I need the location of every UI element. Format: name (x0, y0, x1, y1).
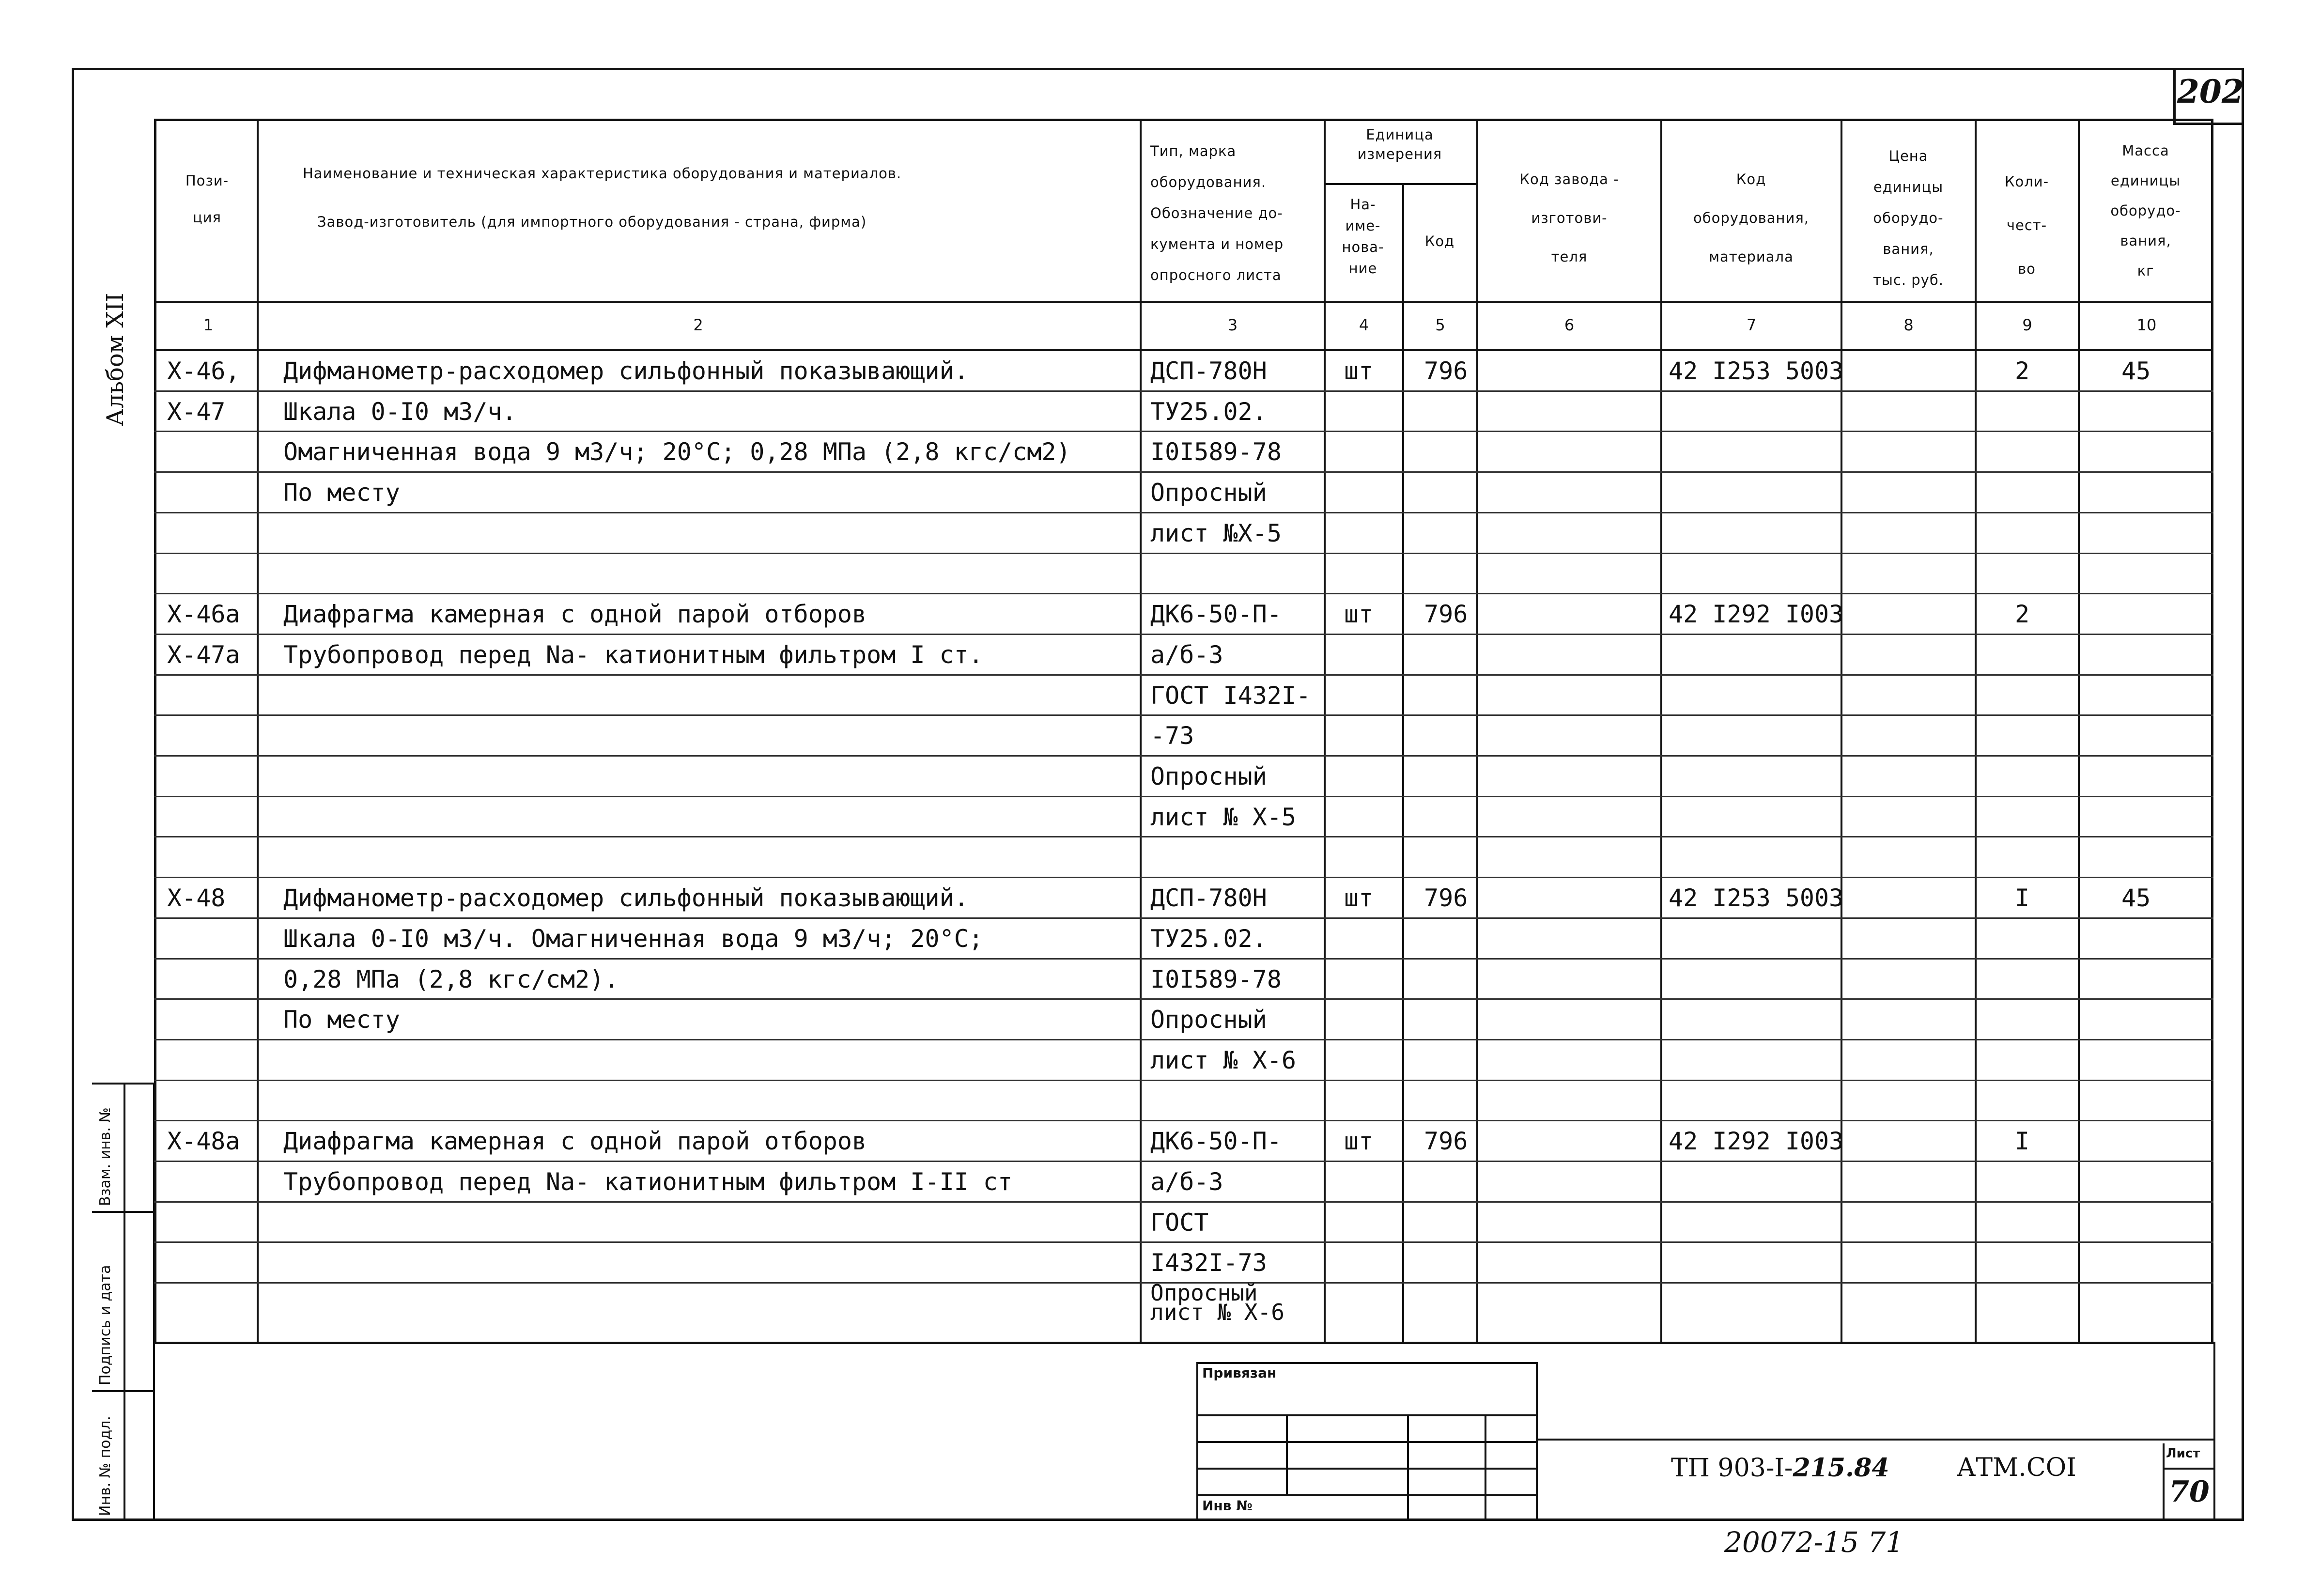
row-description: По месту (283, 1006, 400, 1034)
row-quantity: I (2015, 1127, 2030, 1156)
row-equipment-code: 42 I292 I003 (1669, 1127, 1844, 1156)
header-name-line1: Наименование и техническая характеристика оборудования и материалов. (303, 165, 902, 182)
header-mass: Масса единицы оборудо- вания, кг (2110, 142, 2181, 279)
row-type: ТУ25.02. (1150, 397, 1267, 426)
doc-code-suffix: АТМ.СОI (1957, 1453, 2076, 1482)
col-number-8: 8 (1903, 316, 1914, 334)
header-position: Пози- ция (185, 172, 229, 226)
header-plant-code: Код завода - изготови- теля (1519, 171, 1619, 265)
row-type: Опросный (1150, 479, 1267, 507)
row-type: Опросный (1150, 762, 1267, 790)
row-type: I0I589-78 (1150, 965, 1282, 993)
document-code (1671, 1453, 1889, 1483)
row-description: Дифманометр-расходомер сильфонный показывающий. (283, 884, 969, 913)
row-divider (154, 553, 2213, 554)
row-unit-code: 796 (1424, 1127, 1468, 1156)
row-equipment-code: 42 I253 5003 (1669, 357, 1844, 385)
row-type: ДК6-50-П- (1150, 600, 1282, 629)
row-description: 0,28 МПа (2,8 кгс/см2). (283, 965, 619, 993)
row-type: ГОСТ (1150, 1208, 1209, 1237)
row-position: Х-47а (167, 640, 240, 669)
header-quantity: Коли- чест- во (2004, 173, 2049, 277)
col-number-9: 9 (2022, 316, 2032, 334)
header-equipment-code: Код оборудования, материала (1693, 171, 1810, 265)
row-type: ДСП-780Н (1150, 884, 1267, 913)
row-type: ГОСТ I432I- (1150, 681, 1311, 710)
header-unit: Единица измерения (1357, 126, 1442, 162)
row-position: Х-46, (167, 357, 240, 385)
row-description: Диафрагма камерная с одной парой отборов (283, 1127, 867, 1156)
row-divider (154, 1080, 2213, 1081)
side-field-signature: Подпись и дата (97, 1265, 114, 1385)
row-type: ТУ25.02. (1150, 924, 1267, 953)
row-unit: шт (1344, 884, 1374, 913)
row-unit-code: 796 (1424, 884, 1468, 913)
row-unit: шт (1344, 357, 1374, 385)
row-description: Трубопровод перед Na- катионитным фильтром I-II ст (283, 1168, 1013, 1196)
doc-code-handwritten: 215.84 (1793, 1453, 1889, 1483)
row-description: Шкала 0-I0 м3/ч. (283, 397, 517, 426)
row-type: ДСП-780Н (1150, 357, 1267, 385)
col-number-7: 7 (1746, 316, 1757, 334)
header-unit-name: На- име- нова- ние (1342, 196, 1384, 277)
row-quantity: I (2015, 884, 2030, 913)
row-type: а/б-3 (1150, 640, 1223, 669)
row-position: Х-46а (167, 600, 240, 629)
row-mass: 45 (2121, 884, 2151, 913)
col-number-5: 5 (1435, 316, 1445, 334)
col-number-3: 3 (1227, 316, 1238, 334)
header-price: Цена единицы оборудо- вания, тыс. руб. (1873, 148, 1944, 288)
col-number-10: 10 (2136, 316, 2157, 334)
row-unit: шт (1344, 600, 1374, 629)
side-field-inv: Инв. № подл. (97, 1416, 114, 1516)
inv-number-label: Инв № (1202, 1498, 1253, 1514)
page-number: 202 (2177, 73, 2244, 110)
row-quantity: 2 (2015, 357, 2030, 385)
row-description: Омагниченная вода 9 м3/ч; 20°С; 0,28 МПа (2,8 кгс/см2) (283, 438, 1071, 466)
col-number-4: 4 (1359, 316, 1369, 334)
header-name-line2: Завод-изготовитель (для импортного оборудования - страна, фирма) (317, 214, 867, 230)
row-mass: 45 (2121, 357, 2151, 385)
row-position: Х-47 (167, 397, 226, 426)
row-description: Шкала 0-I0 м3/ч. Омагниченная вода 9 м3/ч; 20°С; (283, 924, 983, 953)
row-equipment-code: 42 I292 I003 (1669, 600, 1844, 629)
header-unit-code: Код (1424, 233, 1455, 249)
row-equipment-code: 42 I253 5003 (1669, 884, 1844, 913)
sheet-label: Лист (2166, 1446, 2200, 1461)
row-position: Х-48 (167, 884, 226, 913)
row-unit-code: 796 (1424, 357, 1468, 385)
row-type: ДК6-50-П- (1150, 1127, 1282, 1156)
row-description: По месту (283, 479, 400, 507)
row-type: а/б-3 (1150, 1168, 1223, 1196)
row-quantity: 2 (2015, 600, 2030, 629)
col-number-6: 6 (1564, 316, 1575, 334)
col-number-2: 2 (693, 316, 703, 334)
row-type: I0I589-78 (1150, 438, 1282, 466)
row-type: лист № Х-6 (1150, 1046, 1297, 1074)
row-description: Трубопровод перед Na- катионитным фильтром I ст. (283, 640, 983, 669)
row-type: лист №Х-5 (1150, 519, 1282, 547)
attached-label: Привязан (1202, 1365, 1277, 1381)
footer-handwritten-number: 20072-15 71 (1724, 1526, 1904, 1559)
album-label: Альбом XII (102, 293, 129, 426)
col-number-1: 1 (203, 316, 214, 334)
row-position: Х-48а (167, 1127, 240, 1156)
row-description: Дифманометр-расходомер сильфонный показывающий. (283, 357, 969, 385)
row-type: Опросный лист № Х-6 (1150, 1280, 1284, 1326)
sheet-number: 70 (2169, 1475, 2210, 1509)
row-unit-code: 796 (1424, 600, 1468, 629)
row-description: Диафрагма камерная с одной парой отборов (283, 600, 867, 629)
row-type: I432I-73 (1150, 1249, 1267, 1277)
row-divider (154, 836, 2213, 837)
row-type: лист № Х-5 (1150, 803, 1297, 831)
row-type: Опросный (1150, 1006, 1267, 1034)
row-unit: шт (1344, 1127, 1374, 1156)
header-type: Тип, марка оборудования. Обозначение до- кумента и номер опросного листа (1150, 143, 1284, 283)
doc-code-prefix: ТП 903-I- (1671, 1454, 1793, 1483)
side-field-replace: Взам. инв. № (97, 1107, 114, 1206)
row-type: -73 (1150, 722, 1194, 750)
